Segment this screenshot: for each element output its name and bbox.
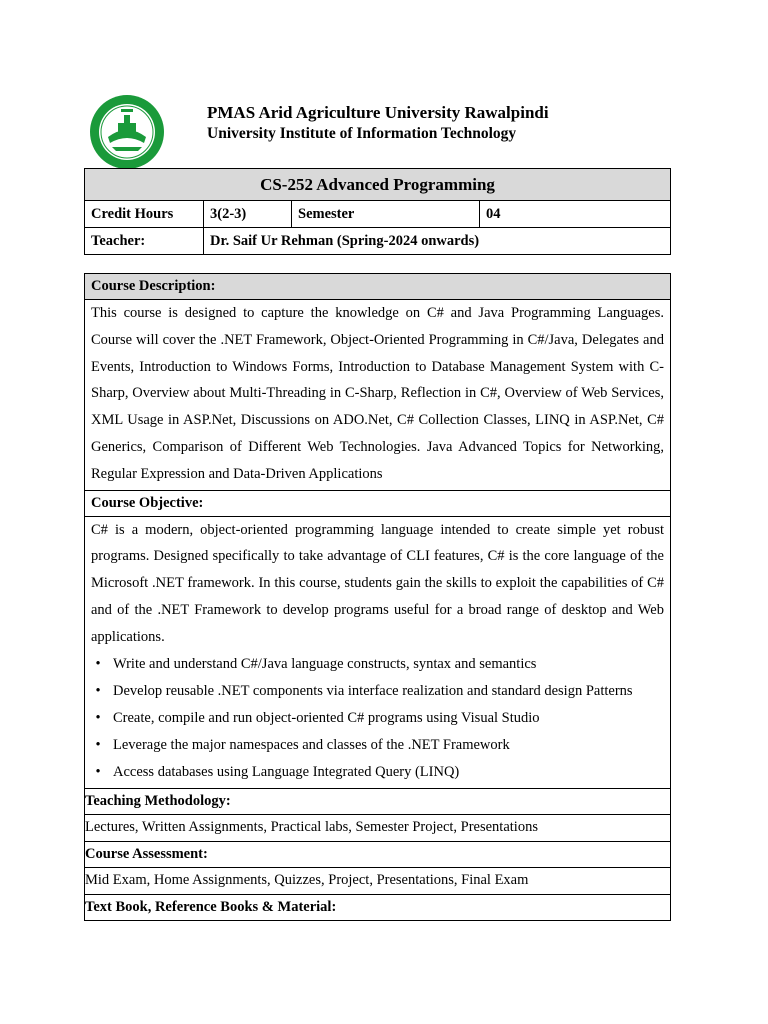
- bullet-icon: •: [95, 682, 101, 699]
- teacher-label: Teacher:: [85, 228, 204, 255]
- teaching-methodology-heading: Teaching Methodology:: [85, 788, 671, 814]
- bullet-icon: •: [95, 709, 101, 726]
- list-item: • Leverage the major namespaces and classes of the .NET Framework: [113, 732, 664, 759]
- university-name: PMAS Arid Agriculture University Rawalpindi: [207, 103, 549, 122]
- course-assessment-text: Mid Exam, Home Assignments, Quizzes, Project, Presentations, Final Exam: [85, 867, 671, 894]
- list-item: • Access databases using Language Integrated Query (LINQ): [113, 759, 664, 786]
- teacher-value: Dr. Saif Ur Rehman (Spring-2024 onwards): [204, 228, 671, 255]
- bullet-icon: •: [95, 736, 101, 753]
- semester-value: 04: [480, 201, 671, 228]
- books-heading: Text Book, Reference Books & Material:: [85, 894, 671, 920]
- course-title: CS-252 Advanced Programming: [85, 169, 671, 201]
- course-objective-cell: [85, 516, 671, 788]
- credit-hours-value: 3(2-3): [204, 201, 292, 228]
- objective-list: [91, 651, 664, 786]
- bullet-icon: •: [95, 655, 101, 672]
- teaching-methodology-text: Lectures, Written Assignments, Practical labs, Semester Project, Presentations: [85, 814, 671, 841]
- credit-hours-label: Credit Hours: [85, 201, 204, 228]
- course-details-table: [84, 273, 671, 921]
- course-objective-heading: Course Objective:: [85, 490, 671, 516]
- course-info-table: [84, 168, 671, 255]
- course-objective-text: C# is a modern, object-oriented programming language intended to create simple yet robust programs. Designed specifically to take advantage of CLI features, C# is the core language of the Microsoft .NET framework. In this course, students gain the skills to exploit the capabilities of C# and of the .NET Framework to develop programs useful for a broad range of desktop and Web applications.: [91, 521, 664, 645]
- document-header: [207, 102, 549, 144]
- course-description-text: This course is designed to capture the knowledge on C# and Java Programming Languages. Course will cover the .NET Framework, Object-Oriented Programming in C#/Java, Delegates and Events, Introduction to Windows Forms, Introduction to Database Management System with C-Sharp, Overview about Multi-Threading in C-Sharp, Reflection in C#, Overview of Web Services, XML Usage in ASP.Net, Discussions on ADO.Net, C# Collection Classes, LINQ in ASP.Net, C# Generics, Comparison of Different Web Technologies. Java Advanced Topics for Networking, Regular Expression and Data-Driven Applications: [85, 300, 671, 491]
- course-description-heading: Course Description:: [85, 274, 671, 300]
- list-item: • Create, compile and run object-oriented C# programs using Visual Studio: [113, 705, 664, 732]
- university-logo: [88, 93, 166, 171]
- bullet-icon: •: [95, 763, 101, 780]
- institute-name: University Institute of Information Technology: [207, 125, 517, 142]
- semester-label: Semester: [292, 201, 480, 228]
- list-item: • Develop reusable .NET components via interface realization and standard design Patterns: [113, 678, 664, 705]
- list-item: • Write and understand C#/Java language constructs, syntax and semantics: [113, 651, 664, 678]
- course-assessment-heading: Course Assessment:: [85, 841, 671, 867]
